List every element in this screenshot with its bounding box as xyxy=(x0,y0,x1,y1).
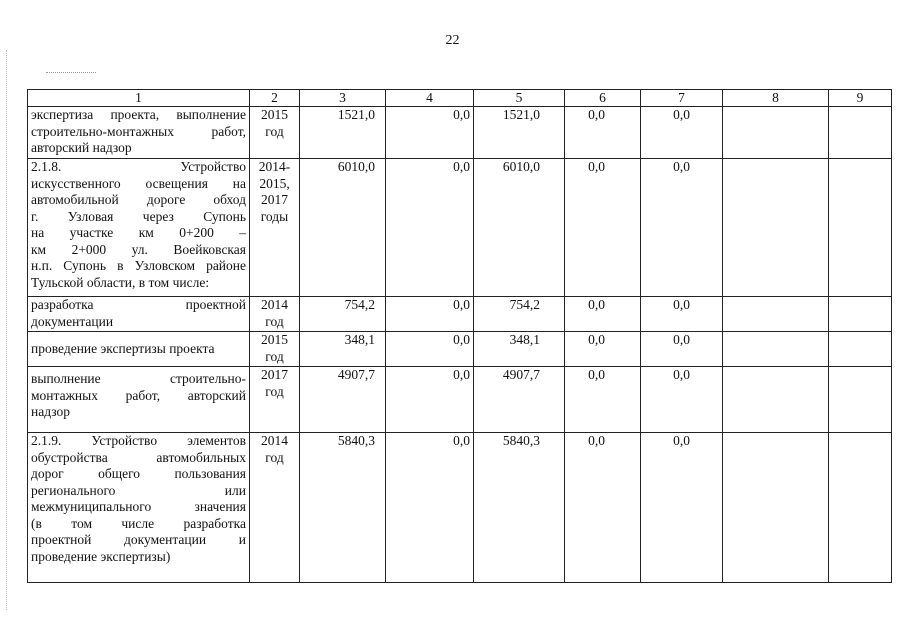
value-cell: 4907,7 xyxy=(474,367,565,433)
value-cell: 0,0 xyxy=(641,433,723,583)
period-cell: 2014 год xyxy=(250,297,300,332)
page-number: 22 xyxy=(445,33,460,48)
value-cell xyxy=(723,367,829,433)
value-cell: 0,0 xyxy=(641,107,723,159)
value-cell: 0,0 xyxy=(565,433,641,583)
value-cell xyxy=(723,297,829,332)
value-cell: 0,0 xyxy=(565,159,641,297)
table-row xyxy=(28,332,892,367)
table-row xyxy=(28,433,892,583)
value-cell: 0,0 xyxy=(641,332,723,367)
value-cell: 754,2 xyxy=(474,297,565,332)
total-cell: 1521,0 xyxy=(300,107,386,159)
value-cell xyxy=(829,107,892,159)
total-cell: 4907,7 xyxy=(300,367,386,433)
column-header: 7 xyxy=(641,90,723,107)
value-cell: 0,0 xyxy=(386,107,474,159)
column-header: 8 xyxy=(723,90,829,107)
column-header: 2 xyxy=(250,90,300,107)
column-number-row xyxy=(28,90,892,107)
value-cell: 0,0 xyxy=(565,332,641,367)
value-cell: 0,0 xyxy=(641,297,723,332)
period-cell: 2017 год xyxy=(250,367,300,433)
table-row xyxy=(28,159,892,297)
value-cell: 1521,0 xyxy=(474,107,565,159)
column-header: 9 xyxy=(829,90,892,107)
value-cell: 0,0 xyxy=(386,297,474,332)
total-cell: 5840,3 xyxy=(300,433,386,583)
item-description: разработка проектной документации xyxy=(28,297,250,332)
value-cell xyxy=(723,332,829,367)
column-header: 3 xyxy=(300,90,386,107)
value-cell xyxy=(723,433,829,583)
value-cell: 0,0 xyxy=(386,332,474,367)
scan-artifact xyxy=(46,72,96,79)
item-description: 2.1.9. Устройство элементов обустройства автомобильных дорог общего пользования регионального или межмуниципального значения (в том числе разработка проектной документации и проведение экспертизы) xyxy=(28,433,250,583)
funding-table xyxy=(27,89,892,583)
value-cell: 0,0 xyxy=(641,367,723,433)
period-cell: 2015 год xyxy=(250,107,300,159)
period-cell: 2014 год xyxy=(250,433,300,583)
column-header: 1 xyxy=(28,90,250,107)
total-cell: 6010,0 xyxy=(300,159,386,297)
value-cell xyxy=(829,297,892,332)
value-cell: 0,0 xyxy=(565,107,641,159)
value-cell xyxy=(723,107,829,159)
item-description: 2.1.8. Устройство искусственного освещения на автомобильной дороге обход г. Узловая через Супонь на участке км 0+200 – км 2+000 ул. Воейковская н.п. Супонь в Узловском районе Тульской области, в том числе: xyxy=(28,159,250,297)
period-cell: 2014- 2015, 2017 годы xyxy=(250,159,300,297)
value-cell: 0,0 xyxy=(386,433,474,583)
value-cell: 0,0 xyxy=(386,159,474,297)
column-header: 5 xyxy=(474,90,565,107)
total-cell: 754,2 xyxy=(300,297,386,332)
value-cell xyxy=(829,159,892,297)
column-header: 4 xyxy=(386,90,474,107)
table-row xyxy=(28,107,892,159)
item-description: выполнение строительно- монтажных работ, авторский надзор xyxy=(28,367,250,433)
item-description: экспертиза проекта, выполнение строительно-монтажных работ, авторский надзор xyxy=(28,107,250,159)
value-cell xyxy=(723,159,829,297)
table-row xyxy=(28,297,892,332)
total-cell: 348,1 xyxy=(300,332,386,367)
value-cell: 0,0 xyxy=(565,297,641,332)
value-cell xyxy=(829,433,892,583)
period-cell: 2015 год xyxy=(250,332,300,367)
value-cell xyxy=(829,367,892,433)
value-cell: 0,0 xyxy=(565,367,641,433)
value-cell: 348,1 xyxy=(474,332,565,367)
item-description: проведение экспертизы проекта xyxy=(28,332,250,367)
value-cell xyxy=(829,332,892,367)
scan-edge-mark xyxy=(6,50,8,610)
value-cell: 6010,0 xyxy=(474,159,565,297)
table-row xyxy=(28,367,892,433)
value-cell: 5840,3 xyxy=(474,433,565,583)
value-cell: 0,0 xyxy=(386,367,474,433)
value-cell: 0,0 xyxy=(641,159,723,297)
column-header: 6 xyxy=(565,90,641,107)
